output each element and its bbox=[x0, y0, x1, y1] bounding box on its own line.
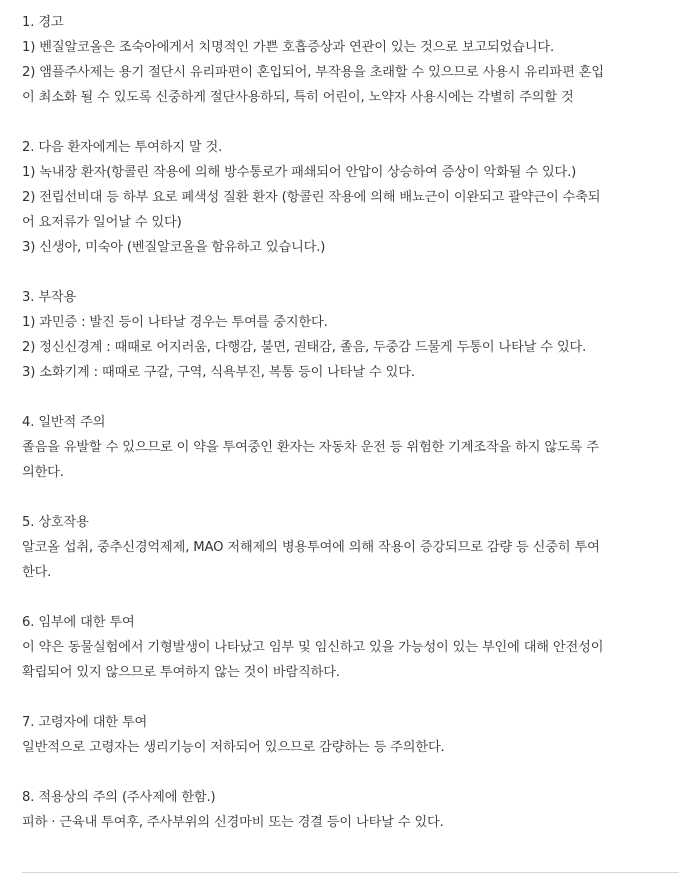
section-heading: 4. 일반적 주의 bbox=[22, 415, 106, 430]
section-text-line: 1) 녹내장 환자(항콜린 작용에 의해 방수통로가 패쇄되어 안압이 상승하여 증상이 악화될 수 있다.) bbox=[22, 165, 577, 180]
section-5 bbox=[22, 510, 675, 585]
section-text-line: 1) 과민증 : 발진 등이 나타날 경우는 투여를 중지한다. bbox=[22, 315, 328, 330]
section-4 bbox=[22, 410, 675, 485]
section-heading: 2. 다음 환자에게는 투여하지 말 것. bbox=[22, 140, 223, 155]
section-text-line: 1) 벤질알코올은 조숙아에게서 치명적인 가쁜 호흡증상과 연관이 있는 것으로 보고되었습니다. bbox=[22, 40, 555, 55]
bottom-divider bbox=[22, 872, 679, 873]
section-text-line: 피하 · 근육내 투여후, 주사부위의 신경마비 또는 경결 등이 나타날 수 있다. bbox=[22, 815, 444, 830]
section-6 bbox=[22, 610, 675, 685]
sections-container bbox=[22, 10, 675, 835]
section-7 bbox=[22, 710, 675, 760]
section-text-line: 2) 전립선비대 등 하부 요로 폐색성 질환 환자 (항콜린 작용에 의해 배뇨근이 이완되고 괄약근이 수축되 bbox=[22, 190, 601, 205]
section-heading: 6. 임부에 대한 투여 bbox=[22, 615, 135, 630]
section-heading: 5. 상호작용 bbox=[22, 515, 89, 530]
section-text-line: 이 약은 동물실험에서 기형발생이 나타났고 임부 및 임신하고 있을 가능성이 있는 부인에 대해 안전성이 bbox=[22, 640, 604, 655]
section-text-line: 2) 정신신경계 : 때때로 어지러움, 다행감, 불면, 권태감, 졸음, 두중감 드물게 두통이 나타날 수 있다. bbox=[22, 340, 587, 355]
section-text-line: 의한다. bbox=[22, 465, 64, 480]
section-heading: 7. 고령자에 대한 투여 bbox=[22, 715, 148, 730]
section-heading: 8. 적용상의 주의 (주사제에 한함.) bbox=[22, 790, 216, 805]
section-heading: 3. 부작용 bbox=[22, 290, 77, 305]
section-text-line: 졸음을 유발할 수 있으므로 이 약을 투여중인 환자는 자동차 운전 등 위험한 기계조작을 하지 않도록 주 bbox=[22, 440, 599, 455]
section-text-line: 이 최소화 될 수 있도록 신중하게 절단사용하되, 특히 어린이, 노약자 사용시에는 각별히 주의할 것 bbox=[22, 90, 574, 105]
section-text-line: 한다. bbox=[22, 565, 52, 580]
section-text-line: 일반적으로 고령자는 생리기능이 저하되어 있으므로 감량하는 등 주의한다. bbox=[22, 740, 445, 755]
section-text-line: 3) 소화기계 : 때때로 구갈, 구역, 식욕부진, 복통 등이 나타날 수 있다. bbox=[22, 365, 415, 380]
section-3 bbox=[22, 285, 675, 385]
section-text-line: 2) 앰플주사제는 용기 절단시 유리파편이 혼입되어, 부작용을 초래할 수 있으므로 사용시 유리파편 혼입 bbox=[22, 65, 604, 80]
section-2 bbox=[22, 135, 675, 260]
section-text-line: 알코올 섭취, 중추신경억제제, MAO 저해제의 병용투여에 의해 작용이 증강되므로 감량 등 신중히 투여 bbox=[22, 540, 600, 555]
section-1 bbox=[22, 10, 675, 110]
section-text-line: 확립되어 있지 않으므로 투여하지 않는 것이 바람직하다. bbox=[22, 665, 340, 680]
section-8 bbox=[22, 785, 675, 835]
section-heading: 1. 경고 bbox=[22, 15, 64, 30]
section-text-line: 3) 신생아, 미숙아 (벤질알코올을 함유하고 있습니다.) bbox=[22, 240, 326, 255]
section-text-line: 어 요저류가 일어날 수 있다) bbox=[22, 215, 182, 230]
